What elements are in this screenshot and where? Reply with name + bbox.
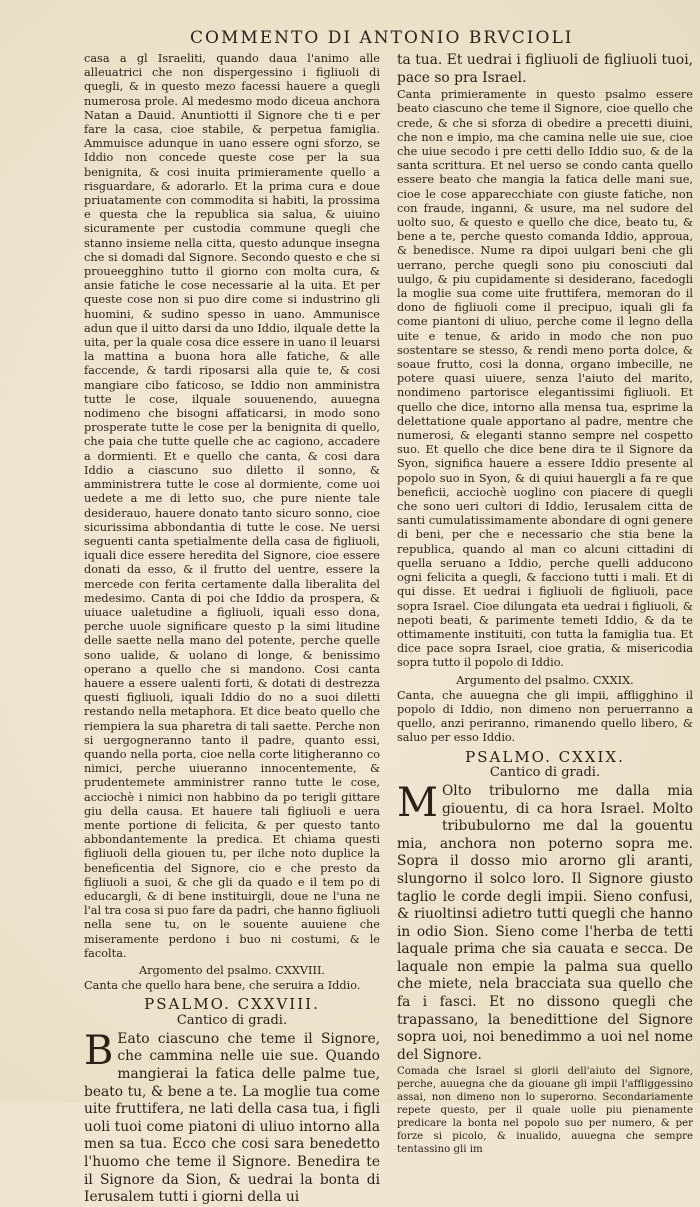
psalm-verse: [84, 1027, 380, 1207]
argument-text: Canta che quello hara bene, che seruira a Iddio.: [84, 979, 361, 993]
right-column: [397, 52, 693, 1156]
commentary-text: Canta primieramente in questo psalmo essere beato ciascuno che teme il Signore, cioe quello che crede, & che si sforza di obedire a precetti diuini, che non e impio, ma che camina nelle uie sue, cioe che uiue secodo i pre cetti dello Iddio suo, & de la santa scrittura. Et nel uerso se condo canta quello essere beato che mangia la fatica delle mani sue, cioe le cose apparecchiate con giuste fatiche, non con fraude, inganni, & usure, ma nel sudore del uolto suo, & questo e quello che dice, beato tu, & bene a te, perche questo comanda Iddio, approua, & benedisce. Nume ra dipoi uulgari beni che gli uerrano, perche quegli sono piu conosciuti dal uulgo, & piu cupidamente si desiderano, facedogli la moglie sua come uite fruttifera, memoran do il dono de figliuoli come il precipuo, iquali gli fa come piantoni di uliuo, perche come il legno della uite e tenue, & arido in modo che non puo sostentare se stesso, & rendi meno porta dolce, & soaue frutto, cosi la donna, organo imbecille, ne potere quasi uiuere, senza l'aiuto del marito, nondimeno partorisce elegantissimi figliuoli. Et quello che dice, intorno alla mensa tua, esprime la delettatione quale apportano al padre, mentre che numerosi, & eleganti stanno sempre nel cospetto suo. Et quello che dice bene dira te il Signore da Syon, significa hauere a essere Iddio presente al popolo suo in Syon, & di quiui hauergli a fa re que beneficii, acciochè uoglino con piacere di quegli che sono ueri cultori di Iddio, Ierusalem citta de santi cumulatissimamente abondare di ogni genere di beni, per che e necessario che stia bene la republica, quando al man co alcuni cittadini di quella seruano a Iddio, perche quelli adducono ogni felicita a quegli, & facciono tutti i mali. Et di qui disse. Et uedrai i figliuoli de figliuoli, pace sopra Israel. Cioe dilungata eta uedrai i figliuoli, & nepoti beati, & parimente temeti Iddio, & da te ottimamente instituiti, con tutta la famiglia tua. Et dice pace sopra Israel, cioe gratia, & misericodia sopra tutto il popolo di Iddio.: [397, 88, 693, 670]
verse-text: Olto tribulorno me dalla mia giouentu, di ca hora Israel. Molto tribubulorno me dal la gouentu mia, anchora non poterno sopra me. Sopra il dosso mio arorno gli aranti, slungorno il solco loro. Il Signore giusto taglio le corde degli impii. Sieno confusi, & riuoltinsi adietro tutti quegli che hanno in odio Sion. Sieno come l'herba de tetti laquale prima che sia cauata e secca. De laquale non empie la palma sua quello che miete, nela bracciata sua quello che fa i fasci. Et no dissono quegli che trapassano, la benedittione del Signore sopra uoi, noi benedimmo a uoi nel nome del Signore.: [397, 782, 693, 1063]
left-column: [84, 52, 380, 1206]
verse-text: Eato ciascuno che teme il Signore, che cammina nelle uie sue. Quando mangierai la fatica delle palme tue, beato tu, & bene a te. La moglie tua come uite fruttifera, ne lati della casa tua, i figli uoli tuoi come piatoni di uliuo intorno alla men sa tua. Ecco che cosi sara benedetto l'huomo che teme il Signore. Benedira te il Signore da Sion, & uedrai la bonta di Ierusalem tutti i giorni della ui: [84, 1030, 380, 1206]
drop-cap: B: [84, 1027, 114, 1074]
psalm-heading: PSALMO. CXXIX.: [465, 747, 625, 766]
drop-cap: M: [397, 779, 438, 826]
argument-title: Argumento del psalmo. CXXIX.: [456, 673, 634, 687]
cantico-heading: Cantico di gradi.: [489, 764, 601, 780]
cantico-heading: Cantico di gradi.: [176, 1012, 288, 1028]
argument-text: Canta, che auuegna che gli impii, affligghino il popolo di Iddio, non dimeno non peruerranno a quello, anzi periranno, rimanendo quello libero, & saluo per esso Iddio.: [397, 688, 693, 745]
psalm-verse: [397, 779, 693, 1065]
commentary-text: Comada che Israel si glorii dell'aiuto del Signore, perche, auuegna che da giouane gli impii l'affliggessino assai, non dimeno non lo superorno. Secondariamente repete questo, per il quale uolle piu pienamente predicare la bonta nel popolo suo per numero, & per forze si picolo, & inualido, auuegna che sempre tentassino gli im: [397, 1066, 693, 1156]
commentary-text: casa a gl Israeliti, quando daua l'animo alle alleuatrici che non dispergessino i figliuoli di quegli, & in questo mezo facessi hauere a quegli numerosa prole. Al medesmo modo diceua anchora Natan a Dauid. Anuntiotti il Signore che ti e per fare la casa, cioe stabile, & perpetua famiglia. Ammuisce adunque in uano essere ogni sforzo, se Iddio non concede queste cose per la sua benignita, & cosi inuita primieramente quello a risguardare, & adorarlo. Et la prima cura e doue priuatamente con commodita si habiti, la prossima e questa che la republica sia salua, & uiuino sicuramente per custodia commune quegli che stanno insieme nella citta, questo adunque insegna che si domadi dal Signore. Secondo questo e che si proueegghino tutto il giorno con molta cura, & ansie fatiche le cose necessarie al la uita. Et per queste cose non si puo dire come si industrino gli huomini, & sudino spesso in uano. Ammunisce adun que il uitto darsi da uno Iddio, ilquale dette la uita, per la quale cosa dice essere in uano il leuarsi la mattina a buona hora alle fatiche, & alle faccende, & tardi riposarsi alla quie te, & cosi mangiare cibo faticoso, se Iddio non amministra tutte le cose, ilquale souuenendo, auuegna nodimeno che bisogni affaticarsi, in modo sono prosperate tutte le cose per la benignita di quello, che paia che tutte quelle che ac cagiono, accadere a dormienti. Et e quello che canta, & cosi dara Iddio a ciascuno suo diletto il sonno, & amministrera tutte le cose al dormiente, come uoi uedete a me di letto suo, che pure niente tale desiderauo, hauere donato tanto sicuro sonno, cioe sicurissima abbondantia di tutte le cose. Ne uersi seguenti canta spetialmente della casa de figliuoli, iquali dice essere heredita del Signore, cioe essere donati da esso, & il frutto del uentre, essere la mercede con ferita certamente dalla liberalita del medesimo. Canta di poi che Iddio da prospera, & uiuace ualetudine a figliuoli, iquali esso dona, perche uuole significare questo p la simi litudine delle saette nella mano del potente, perche quelle sono ualide, & uolano di longe, & benissimo operano a quello che si mandono. Cosi canta hauere a essere ualenti forti, & dotati di destrezza questi figliuoli, iquali Iddio do no a suoi diletti restando nella metaphora. Et dice beato quello che riempiera la sua pharetra di tali saette. Perche non si uergogneranno tanto il padre, quanto essi, quando nella porta, cioe nella corte litigheranno co nimici, perche uiueranno innocentemente, & prudentemete amministrer ranno tutte le cose, acciochè i nimici non habbino da po terigli gittare giu della causa. Et hauere tali figliuoli e uera mente portione di felicita, & per questo tanto abbondantemente la predica. Et chiama questi figliuoli della giouen tu, per ilche noto duplice la beneficentia del Signore, cio e che presto da figliuoli a suoi, & che gli da quado e il tem po di educargli, & di bene instituirgli, doue ne l'una ne l'al tra cosa si puo fare da padri, che hanno figliuoli nella sene tu, on le souente auuiene che miseramente perdono i buo ni costumi, & le facolta.: [84, 52, 380, 960]
verse-continuation: ta tua. Et uedrai i figliuoli de figliuoli tuoi, pace so pra Israel.: [397, 52, 693, 86]
argument-title: Argomento del psalmo. CXXVIII.: [138, 964, 326, 977]
psalm-heading: PSALMO. CXXVIII.: [144, 995, 320, 1014]
running-title: COMMENTO DI ANTONIO BRVCIOLI: [190, 28, 574, 48]
